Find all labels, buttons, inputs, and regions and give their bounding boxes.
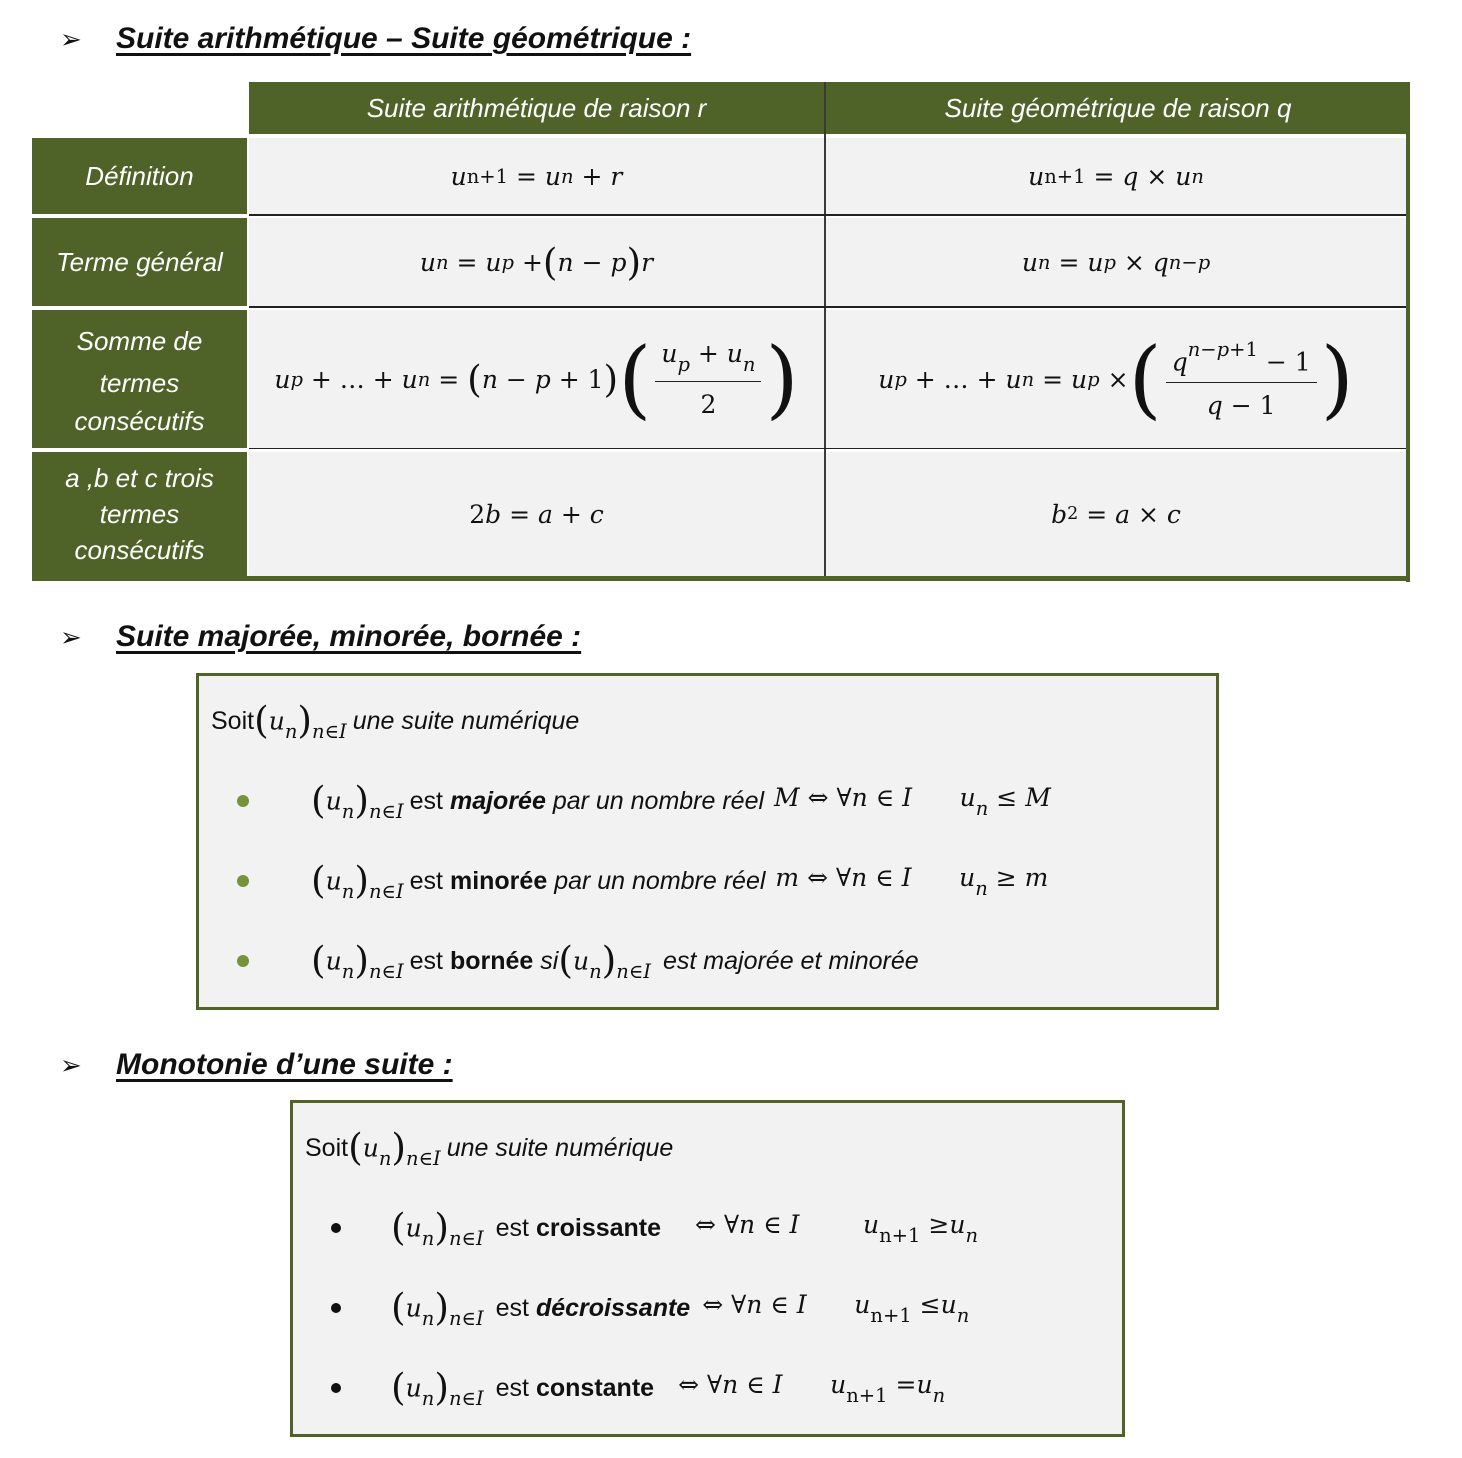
row-label-definition: Définition	[32, 138, 247, 214]
box-bornee-item-majoree: $(u_n)_{n\in I}$ est majorée par un nombre réel M ⇔ ∀n ∈ I $u_n \le M$	[237, 770, 1051, 832]
box-monotonie-item-croissante: $(u_n)_{n\in I}$ est croissante ⇔ ∀n ∈ I $u_{n+1} \ge u_n$	[331, 1197, 978, 1259]
table-divider	[249, 448, 1406, 449]
row-label-terme-general: Terme général	[32, 218, 247, 306]
cell-def-geo: u n+1 = q × u n	[826, 138, 1406, 214]
section-title-suites: ➢ Suite arithmétique – Suite géométrique :	[60, 22, 692, 55]
table-border-right	[1406, 82, 1410, 582]
cell-trois-geo: b 2 = a × c	[826, 452, 1406, 576]
cell-somme-geo: u p + … + u n = u p × ( $\frac{q^{n-p+1} - 1}{q - 1}$ )	[826, 310, 1406, 448]
table-border-bottom	[32, 576, 1410, 581]
arrow-bullet-icon: ➢	[60, 23, 82, 54]
bullet-icon	[331, 1223, 341, 1233]
arrow-bullet-icon: ➢	[60, 621, 82, 652]
bullet-icon	[237, 795, 249, 807]
suites-table	[32, 82, 1410, 582]
box-monotonie-item-constante: $(u_n)_{n\in I}$ est constante ⇔ ∀n ∈ I $u_{n+1} =u_n$	[331, 1357, 945, 1419]
box-bornee-item-bornee: $(u_n)_{n\in I}$ est bornée si $(u_n)_{n\in I}$ est majorée et minorée	[237, 930, 919, 992]
arrow-bullet-icon: ➢	[60, 1049, 82, 1080]
box-bornee	[196, 673, 1219, 1010]
header-geometrique: Suite géométrique de raison q	[826, 82, 1410, 134]
bullet-icon	[331, 1383, 341, 1393]
box-bornee-item-minoree: $(u_n)_{n\in I}$ est minorée par un nombre réel m ⇔ ∀n ∈ I $u_n \ge m$	[237, 850, 1048, 912]
cell-terme-arith: u n = u p + ( n − p ) r	[249, 218, 824, 306]
table-divider	[249, 306, 1406, 308]
bullet-icon	[237, 955, 249, 967]
row-label-trois-termes: a ,b et c trois termes consécutifs	[32, 452, 247, 576]
bullet-icon	[237, 875, 249, 887]
cell-somme-arith: u p + … + u n = ( n − p + 1 ) ( $\frac{u_p + u_n}{2}$ )	[249, 310, 824, 448]
header-arithmetique: Suite arithmétique de raison r	[249, 82, 824, 134]
cell-def-arith: u n+1 = u n + r	[249, 138, 824, 214]
box-monotonie-item-decroissante: $(u_n)_{n\in I}$ est décroissante ⇔ ∀n ∈ I $u_{n+1} \le u_n$	[331, 1277, 969, 1339]
section-title-monotonie: ➢ Monotonie d’une suite :	[60, 1048, 453, 1081]
cell-terme-geo: u n = u p × q n−p	[826, 218, 1406, 306]
box-bornee-intro: Soit $(u_n)_{n\in I}$ une suite numérique	[211, 698, 580, 744]
cell-trois-arith: 2 b = a + c	[249, 452, 824, 576]
bullet-icon	[331, 1303, 341, 1313]
section-title-bornee: ➢ Suite majorée, minorée, bornée :	[60, 620, 582, 653]
table-divider	[249, 214, 1406, 216]
row-label-somme: Somme de termes consécutifs	[32, 310, 247, 448]
box-monotonie-intro: Soit $(u_n)_{n\in I}$ une suite numérique	[305, 1125, 674, 1171]
box-monotonie	[290, 1100, 1125, 1437]
table-divider	[247, 134, 249, 576]
table-divider	[824, 82, 826, 576]
